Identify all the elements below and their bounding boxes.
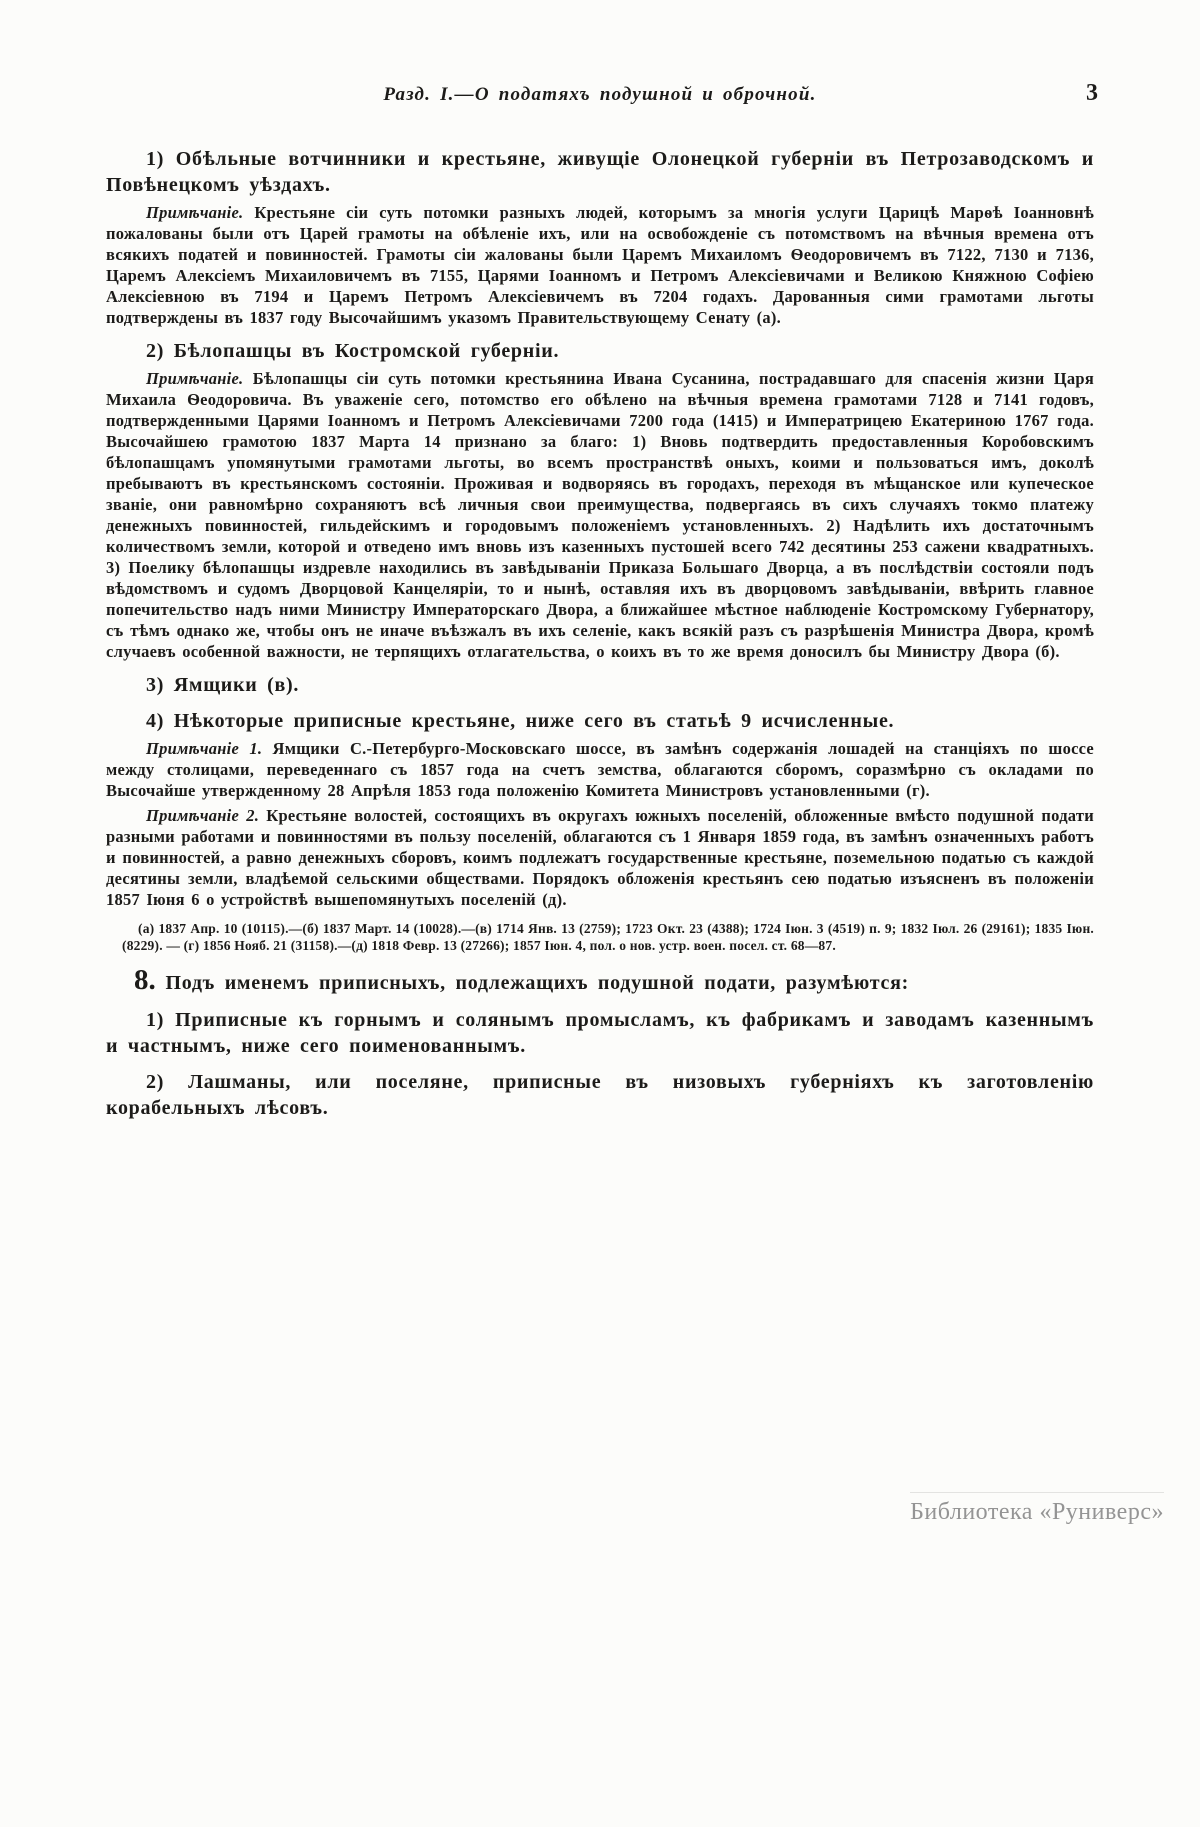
item-4-pripisnye-krestyane: [106, 708, 1094, 734]
article-8: [106, 964, 1094, 997]
page-number: 3: [1086, 80, 1098, 106]
paragraph-text: 1) Приписные къ горнымъ и солянымъ промысламъ, къ фабрикамъ и заводамъ казеннымъ и частнымъ, ниже сего поименованнымъ.: [106, 1009, 1094, 1057]
paragraph-text: Ямщики С.-Петербурго-Московскаго шоссе, въ замѣнъ содержанія лошадей на станціяхъ по шоссе между столицами, переведеннаго съ 1857 года на счетъ земства, облагаются сборомъ, соразмѣрно съ окладами по Высочайше утвержденному 28 Апрѣля 1853 года положенію Комитета Министровъ установленными (г).: [106, 739, 1094, 800]
paragraph-text: Крестьяне волостей, состоящихъ въ округахъ южныхъ поселеній, обложенные вмѣсто подушной подати разными работами и повинностями въ пользу поселеній, облагаются съ 1 Января 1859 года, въ замѣнъ означенныхъ работъ и повинностей, а равно денежныхъ сборовъ, коимъ подлежатъ государственные крестьяне, поземельною податью съ каждой десятины земли, владѣемой сельскими обществами. Порядокъ обложенія крестьянъ сею податью изъясненъ въ положеніи 1857 Іюня 6 о устройствѣ вышепомянутыхъ поселеній (д).: [106, 806, 1094, 909]
note-1-yamshchiki-shosse: [106, 738, 1094, 801]
item-1-obelnye-votchinniki: [106, 146, 1094, 198]
paragraph-lead: Примѣчаніе.: [146, 369, 244, 388]
paragraph-lead: Примѣчаніе.: [146, 203, 244, 222]
paragraph-text: (а) 1837 Апр. 10 (10115).—(б) 1837 Март. 14 (10028).—(в) 1714 Янв. 13 (2759); 1723 Окт. 23 (4388); 1724 Іюн. 3 (4519) п. 9; 1832 Іюл. 26 (29161); 1835 Іюн. (8229). — (г) 1856 Нояб. 21 (31158).—(д) 1818 Февр. 13 (27266); 1857 Іюн. 4, пол. о нов. устр. воен. посел. ст. 68—87.: [122, 921, 1094, 953]
footnote-references: [106, 920, 1094, 954]
paragraph-lead: 8.: [134, 964, 156, 996]
page-body: [106, 146, 1094, 1121]
paragraph-text: Бѣлопашцы сіи суть потомки крестьянина Ивана Сусанина, пострадавшаго для спасенія жизни Царя Михаила Ѳеодоровича. Въ уваженіе сего, потомство его обѣлено на вѣчныя времена грамотами 7128 и 7141 годовъ, подтвержденными Царями Іоанномъ и Петромъ Алексіевичами 7200 года (1415) и Императрицею Екатериною 1767 года. Высочайшею грамотою 1837 Марта 14 признано за благо: 1) Вновь подтвердить предоставленныя Коробовскимъ бѣлопашцамъ упомянутыми грамотами льготы, во всемъ пространствѣ оныхъ, коими и пользоваться имъ, доколѣ пребываютъ въ крестьянскомъ состояніи. Проживая и водворяясь въ городахъ, переходя въ мѣщанское или купеческое званіе, они равномѣрно сохраняютъ всѣ личныя свои преимущества, подвергаясь въ сихъ случаяхъ токмо платежу денежныхъ повинностей, гильдейскимъ и городовымъ положеніемъ установленныхъ. 2) Надѣлить ихъ достаточнымъ количествомъ земли, которой и отведено имъ вновь изъ казенныхъ пустошей всего 742 десятины 253 сажени квадратныхъ. 3) Поелику бѣлопашцы издревле находились въ завѣдываніи Приказа Большаго Дворца, а въ послѣдствіи состояли подъ вѣдомствомъ и судомъ Дворцовой Канцеляріи, то и нынѣ, оставляя ихъ въ дворцовомъ завѣдываніи, ввѣрить главное попечительство надъ ними Министру Императорскаго Двора, а ближайшее мѣстное наблюденіе Костромскому Губернатору, съ тѣмъ однако же, чтобы онъ не иначе въѣзжалъ въ ихъ селеніе, какъ всякій разъ съ разрѣшенія Министра Двора, кромѣ случаевъ особенной важности, не терпящихъ отлагательства, о коихъ въ то же время доносилъ бы Министру Двора (б).: [106, 369, 1094, 661]
paragraph-text: 4) Нѣкоторые приписные крестьяне, ниже сего въ статьѣ 9 исчисленные.: [146, 710, 895, 732]
note-to-item-2: [106, 368, 1094, 662]
running-head-title: Разд. I.—О податяхъ подушной и оброчной.: [383, 84, 817, 105]
paragraph-text: 1) Обѣльные вотчинники и крестьяне, живущіе Олонецкой губерніи въ Петрозаводскомъ и Повѣнецкомъ уѣздахъ.: [106, 148, 1094, 196]
paragraph-text: 3) Ямщики (в).: [146, 674, 300, 696]
paragraph-text: Крестьяне сіи суть потомки разныхъ людей, которымъ за многія услуги Царицѣ Марѳѣ Іоанновнѣ пожалованы были отъ Царей грамоты на обѣленіе ихъ, или на освобожденіе съ потомствомъ на вѣчныя времена отъ всякихъ податей и повинностей. Грамоты сіи жалованы были Царемъ Михаиломъ Ѳеодоровичемъ въ 7122, 7130 и 7136, Царемъ Алексіемъ Михаиловичемъ въ 7155, Царями Іоанномъ и Петромъ Алексіевичами и Великою Княжною Софіею Алексіевною въ 7194 и Царемъ Петромъ Алексіевичемъ въ 7204 годахъ. Дарованныя сими грамотами льготы подтверждены въ 1837 году Высочайшимъ указомъ Правительствующему Сенату (а).: [106, 203, 1094, 327]
library-watermark: Библиотека «Руниверс»: [910, 1492, 1164, 1526]
text-block: [106, 80, 1098, 1125]
paragraph-lead: Примѣчаніе 1.: [146, 739, 263, 758]
article-8-item-2: [106, 1069, 1094, 1121]
item-2-belopashtsy: [106, 338, 1094, 364]
item-3-yamshchiki: [106, 672, 1094, 698]
note-to-item-1: [106, 202, 1094, 328]
note-2-krestyane-volostey: [106, 805, 1094, 910]
paragraph-text: 2) Бѣлопашцы въ Костромской губерніи.: [146, 340, 560, 362]
paragraph-text: 2) Лашманы, или поселяне, приписные въ низовыхъ губерніяхъ къ заготовленію корабельныхъ лѣсовъ.: [106, 1071, 1094, 1119]
article-8-item-1: [106, 1007, 1094, 1059]
running-head: [106, 80, 1098, 112]
paragraph-lead: Примѣчаніе 2.: [146, 806, 260, 825]
paragraph-text: Подъ именемъ приписныхъ, подлежащихъ подушной подати, разумѣются:: [165, 972, 909, 994]
